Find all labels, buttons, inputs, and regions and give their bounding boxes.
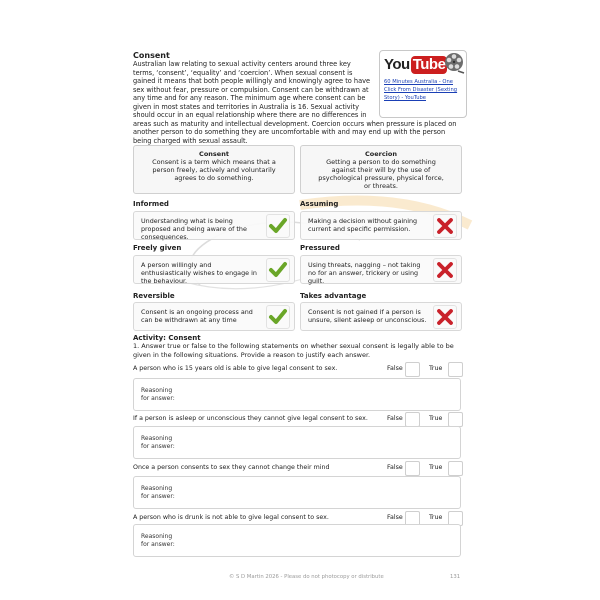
reasoning-label [141, 435, 175, 450]
question-text: A person who is drunk is not able to give legal consent to sex. [133, 514, 329, 521]
category-label-assuming: Assuming [300, 200, 339, 208]
false-label: False [387, 514, 403, 521]
page-number: 131 [450, 574, 461, 580]
cross-icon [433, 214, 457, 238]
category-text: A person willingly and enthusiastically wishes to engage in the behaviour. [141, 261, 257, 285]
true-checkbox[interactable] [448, 412, 463, 427]
category-text: Consent is an ongoing process and can be withdrawn at any time [141, 308, 253, 324]
category-text: Consent is not gained if a person is unsure, silent asleep or unconscious. [308, 308, 427, 324]
cross-icon [433, 305, 457, 329]
youtube-video-card[interactable] [379, 50, 467, 118]
reasoning-answer-field[interactable] [133, 476, 461, 509]
question-row [133, 461, 463, 475]
definition-title: Consent [199, 150, 229, 158]
false-checkbox[interactable] [405, 412, 420, 427]
question-text: A person who is 15 years old is able to give legal consent to sex. [133, 365, 338, 372]
category-label-freely-given: Freely given [133, 244, 182, 252]
youtube-logo-you: You [384, 56, 410, 73]
definition-text: Getting a person to do something against their will by the use of psychological pressure, physical force, or threats. [318, 158, 444, 190]
copyright-notice: © S D Martin 2026 - Please do not photocopy or distribute [229, 574, 384, 580]
checkmark-icon [266, 305, 290, 329]
category-label-reversible: Reversible [133, 292, 175, 300]
false-label: False [387, 365, 403, 372]
reasoning-answer-field[interactable] [133, 378, 461, 411]
true-label: True [429, 514, 443, 521]
true-checkbox[interactable] [448, 362, 463, 377]
category-text: Making a decision without gaining current and specific permission. [308, 217, 418, 233]
category-text: Understanding what is being proposed and being aware of the consequences. [141, 217, 247, 241]
false-checkbox[interactable] [405, 461, 420, 476]
category-label-pressured: Pressured [300, 244, 340, 252]
false-label: False [387, 415, 403, 422]
reasoning-answer-field[interactable] [133, 524, 461, 557]
category-box-reversible [133, 302, 295, 331]
false-label: False [387, 464, 403, 471]
false-checkbox[interactable] [405, 362, 420, 377]
question-text: Once a person consents to sex they cannot change their mind [133, 464, 330, 471]
checkmark-icon [266, 214, 290, 238]
reasoning-label-line2: for answer: [141, 540, 175, 548]
question-text: If a person is asleep or unconscious they cannot give legal consent to sex. [133, 415, 368, 422]
question-row [133, 362, 463, 376]
category-label-takes-advantage: Takes advantage [300, 292, 367, 300]
true-label: True [429, 464, 443, 471]
category-box-freely-given [133, 255, 295, 284]
reasoning-label-line1: Reasoning [141, 533, 173, 540]
definition-consent [133, 145, 295, 194]
youtube-video-link[interactable]: 60 Minutes Australia - One Click From Disaster (Sexting Story) - YouTube [384, 79, 458, 101]
reasoning-label-line1: Reasoning [141, 485, 173, 492]
reasoning-label-line2: for answer: [141, 442, 175, 450]
film-reel-icon [443, 52, 465, 74]
category-text: Using threats, nagging – not taking no for an answer, trickery or using guilt. [308, 261, 421, 285]
reasoning-label [141, 387, 175, 402]
checkmark-icon [266, 258, 290, 282]
reasoning-label-line1: Reasoning [141, 387, 173, 394]
category-box-assuming [300, 211, 462, 240]
reasoning-label-line2: for answer: [141, 394, 175, 402]
activity-instructions: 1. Answer true or false to the following statements on whether sexual consent is legally able to be given in the following situations. Provide a reason to justify each answer. [133, 342, 454, 359]
reasoning-label-line2: for answer: [141, 492, 175, 500]
youtube-logo-tube: Tube [412, 55, 446, 73]
true-label: True [429, 365, 443, 372]
intro-text: Australian law relating to sexual activity centers around three key terms, ‘consent’, ‘equality’ and ‘coercion’. When sexual consent is gained it means that both people willingly and knowingly agree to have sex without fear, pressure or compulsion. Consent can be withdrawn at any time and for any reason. The minimum age where consent can be given in most states and territories in Australia is 16. Sexual activity should occur in an equal relationship where there are no differences in areas such as maturity and intellectual development. Coercion occurs when pressure is placed on another person to do something they are uncomfortable with and may end up with the person being charged with sexual assault. [133, 60, 457, 145]
definition-title: Coercion [364, 150, 398, 158]
category-box-takes-advantage [300, 302, 462, 331]
question-row [133, 412, 463, 426]
category-box-informed [133, 211, 295, 240]
reasoning-answer-field[interactable] [133, 426, 461, 459]
category-label-informed: Informed [133, 200, 169, 208]
true-checkbox[interactable] [448, 461, 463, 476]
definition-coercion [300, 145, 462, 194]
intro-heading: Consent [133, 51, 170, 60]
activity-heading: Activity: Consent [133, 334, 201, 342]
reasoning-label [141, 485, 175, 500]
category-box-pressured [300, 255, 462, 284]
reasoning-label [141, 533, 175, 548]
youtube-logo [384, 55, 447, 74]
question-row [133, 511, 463, 525]
reasoning-label-line1: Reasoning [141, 435, 173, 442]
definition-text: Consent is a term which means that a person freely, actively and voluntarily agrees to do something. [152, 158, 276, 182]
true-label: True [429, 415, 443, 422]
cross-icon [433, 258, 457, 282]
